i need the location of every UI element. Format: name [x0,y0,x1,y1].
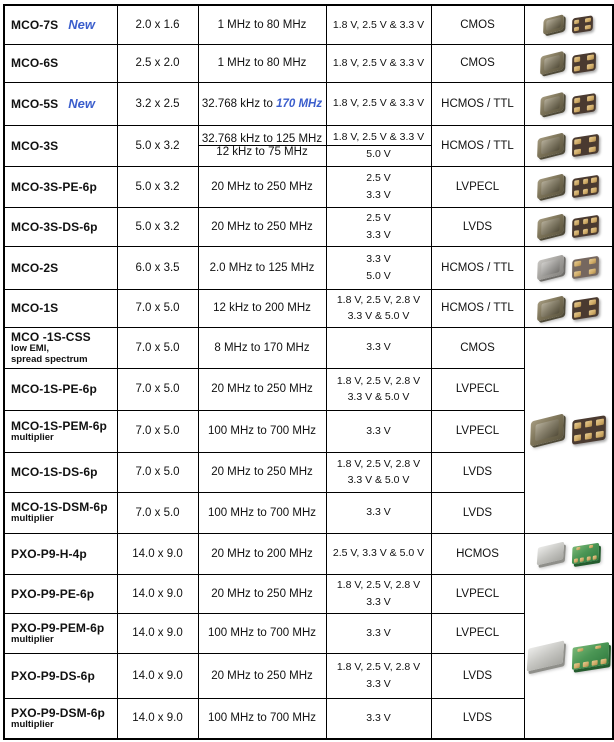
chip-bottom-view-image [572,415,606,445]
model-name: MCO-2S [11,260,59,275]
table-row [4,574,613,613]
voltage-line: 3.3 V [366,712,391,725]
split-sub-rows [199,133,326,158]
frequency-cell: 20 MHz to 250 MHz [198,452,326,492]
gold-pad [586,25,591,30]
gold-pad [575,270,582,276]
size-cell: 14.0 x 9.0 [117,653,198,698]
gold-pad [589,146,596,152]
split-top-value: 32.768 kHz to 125 MHz [199,133,326,146]
chip-top-view-image [530,413,564,446]
model-name: MCO -1S-CSS [11,329,91,344]
voltage-cell [326,698,431,739]
metal-package-image [537,542,565,566]
model-line [11,56,115,70]
package-photo [525,645,613,667]
model-name: PXO-P9-DSM-6p [11,705,105,720]
frequency-highlight: 170 MHz [276,97,323,110]
voltage-cell [326,44,431,82]
model-cell [4,410,117,452]
gold-pad [596,431,603,438]
metal-package-image [527,641,565,672]
model-line [11,547,115,561]
model-line [11,330,115,344]
model-cell [4,125,117,166]
voltage-cell [326,125,431,166]
gold-pad [601,659,607,665]
table-row [4,410,613,452]
gold-pad [575,261,582,267]
model-name: PXO-P9-DS-6p [11,668,95,683]
model-cell [4,82,117,125]
package-photo [525,258,613,277]
frequency-cell: 100 MHz to 700 MHz [198,492,326,533]
voltage-cell [326,533,431,574]
output-type-cell: CMOS [431,327,524,368]
model-name: MCO-6S [11,56,59,70]
model-line [11,139,115,153]
product-selection-table [3,4,614,740]
voltage-line: 3.3 V & 5.0 V [347,391,410,403]
size-cell: 6.0 x 3.5 [117,246,198,289]
model-name: MCO-1S-DS-6p [11,465,98,479]
chip-bottom-view-image [572,92,596,114]
package-image-cell [524,5,613,44]
chip-top-view-image [540,91,564,116]
output-type-cell: LVPECL [431,574,524,613]
model-line [11,500,115,514]
gold-pad [574,27,579,32]
gold-pad [592,660,598,666]
package-photo [525,217,613,236]
frequency-cell: 20 MHz to 200 MHz [198,533,326,574]
model-line [11,669,115,683]
gold-pad [575,301,582,307]
package-photo [525,299,613,318]
voltage-line: 3.3 V [366,228,391,241]
voltage-cell [326,452,431,492]
output-type-cell: CMOS [431,44,524,82]
model-line [11,419,115,433]
table-row [4,698,613,739]
model-cell [4,207,117,246]
model-cell [4,44,117,82]
gold-pad [575,57,581,63]
output-type-cell: LVDS [431,492,524,533]
gold-pad [574,230,580,236]
voltage-cell [326,653,431,698]
voltage-line: 3.3 V & 5.0 V [347,310,410,322]
gold-pad [591,227,597,233]
output-type-cell: HCMOS / TTL [431,82,524,125]
model-name: MCO-1S [11,301,59,315]
size-cell: 14.0 x 9.0 [117,533,198,574]
gold-pad [575,311,582,317]
model-name: MCO-3S-PE-6p [11,179,97,194]
voltage-line: 1.8 V, 2.5 V & 3.3 V [332,56,425,69]
model-line [11,301,115,315]
gold-pad [583,219,589,225]
gold-pad [586,18,591,23]
voltage-cell [326,289,431,327]
voltage-line: 5.0 V [366,269,391,282]
output-type-cell: LVPECL [431,613,524,653]
split-sub-rows [327,129,431,163]
size-cell: 5.0 x 3.2 [117,207,198,246]
gold-pad [574,19,579,24]
output-type-cell: LVDS [431,452,524,492]
voltage-line: 3.3 V [366,188,391,201]
model-name: MCO-3S [11,138,59,153]
split-bottom-value: 5.0 V [366,148,391,160]
frequency-cell: 100 MHz to 700 MHz [198,410,326,452]
gold-pad [589,309,596,315]
gold-pad [588,95,594,101]
model-subline: multiplier [11,633,54,645]
table-row [4,492,613,533]
model-subline: low EMI, [11,342,49,354]
chip-bottom-view-image [572,296,599,320]
model-name: MCO-3S-DS-6p [11,219,98,234]
voltage-line: 1.8 V, 2.5 V, 2.8 V [336,457,421,470]
chip-top-view-image [537,213,564,239]
package-photo [525,177,613,196]
table-row [4,368,613,410]
model-subline: multiplier [11,718,54,730]
model-cell [4,166,117,207]
model-name: MCO-1S-DSM-6p [11,500,108,515]
model-name: PXO-P9-PEM-6p [11,620,105,635]
frequency-cell: 20 MHz to 250 MHz [198,368,326,410]
gold-pad [592,177,598,183]
frequency-cell: 2.0 MHz to 125 MHz [198,246,326,289]
gold-pad [574,106,580,112]
package-photo [525,95,613,113]
voltage-cell [326,613,431,653]
frequency-cell: 1 MHz to 80 MHz [198,44,326,82]
voltage-line: 3.3 V [366,677,391,690]
voltage-line: 3.3 V [366,595,391,608]
gold-pad [590,136,597,142]
size-cell: 7.0 x 5.0 [117,410,198,452]
gold-pad [587,557,591,561]
gold-pad [575,97,581,103]
table-row [4,289,613,327]
frequency-cell [198,82,326,125]
gold-pad [587,104,593,110]
size-cell: 7.0 x 5.0 [117,368,198,410]
frequency-cell [198,125,326,166]
chip-bottom-view-image [572,52,596,74]
model-name: MCO-1S-PE-6p [11,382,97,396]
voltage-line: 1.8 V, 2.5 V, 2.8 V [336,661,421,674]
model-cell [4,246,117,289]
model-cell [4,698,117,739]
voltage-line: 3.3 V [366,341,391,354]
chip-top-view-image [537,173,564,199]
package-image-cell [524,533,613,574]
gold-pad [575,148,582,154]
size-cell: 7.0 x 5.0 [117,492,198,533]
package-image-cell [524,574,613,739]
model-line [11,706,115,720]
voltage-line: 3.3 V [366,424,391,437]
gold-pad [583,228,589,234]
output-type-cell: LVDS [431,653,524,698]
voltage-cell [326,207,431,246]
oscillator-selection-page [3,4,614,740]
frequency-cell: 8 MHz to 170 MHz [198,327,326,368]
size-cell: 5.0 x 3.2 [117,166,198,207]
gold-pad [589,268,596,274]
chip-bottom-view-image [572,215,599,239]
chip-top-view-image [537,295,564,321]
voltage-line: 1.8 V, 2.5 V & 3.3 V [332,97,425,110]
table-row [4,246,613,289]
gold-pad [574,559,578,563]
package-image-cell [524,207,613,246]
model-line [11,587,115,601]
voltage-line: 1.8 V, 2.5 V, 2.8 V [336,579,421,592]
product-table-body [4,5,613,739]
voltage-cell [326,574,431,613]
output-type-cell: LVDS [431,698,524,739]
frequency-cell: 100 MHz to 700 MHz [198,698,326,739]
size-cell: 2.5 x 2.0 [117,44,198,82]
frequency-cell: 100 MHz to 700 MHz [198,613,326,653]
gold-pad [574,180,580,186]
frequency-cell: 20 MHz to 250 MHz [198,574,326,613]
package-photo [525,136,613,155]
gold-pad [583,188,589,194]
frequency-cell: 12 kHz to 200 MHz [198,289,326,327]
model-name: PXO-P9-PE-6p [11,586,95,601]
voltage-line: 3.3 V [366,253,391,266]
gold-pad [583,662,589,668]
chip-top-view-image [537,132,564,158]
chip-top-view-image [537,254,564,280]
table-row [4,653,613,698]
gold-pad [583,179,589,185]
model-line [11,465,115,479]
voltage-cell [326,327,431,368]
gold-pad [575,422,582,429]
voltage-line: 3.3 V [366,506,391,519]
gold-pad [597,418,604,425]
gold-pad [590,299,597,305]
size-cell: 14.0 x 9.0 [117,574,198,613]
size-cell: 2.0 x 1.6 [117,5,198,44]
package-image-cell [524,327,613,533]
voltage-line: 3.3 V [366,626,391,639]
package-photo [525,54,613,72]
table-row [4,207,613,246]
voltage-line: 1.8 V, 2.5 V, 2.8 V [336,374,421,387]
size-cell: 7.0 x 5.0 [117,452,198,492]
model-cell [4,5,117,44]
table-row [4,44,613,82]
gold-pad [591,187,597,193]
output-type-cell: HCMOS [431,533,524,574]
output-type-cell: HCMOS / TTL [431,125,524,166]
chip-bottom-view-image [572,256,599,280]
voltage-cell [326,5,431,44]
frequency-cell: 20 MHz to 250 MHz [198,207,326,246]
model-line [11,261,115,275]
gold-pad [595,645,601,650]
package-image-cell [524,44,613,82]
model-line [11,621,115,635]
package-image-cell [524,125,613,166]
voltage-cell [326,410,431,452]
model-cell [4,533,117,574]
model-cell [4,574,117,613]
package-image-cell [524,166,613,207]
model-subline: multiplier [11,431,54,443]
package-image-cell [524,82,613,125]
model-cell [4,368,117,410]
table-row [4,327,613,368]
voltage-cell [326,82,431,125]
output-type-cell: LVDS [431,207,524,246]
output-type-cell: LVPECL [431,368,524,410]
new-badge: New [68,17,96,33]
size-cell: 7.0 x 5.0 [117,327,198,368]
output-type-cell: HCMOS / TTL [431,246,524,289]
gold-pad [589,545,593,548]
model-line [11,17,115,32]
gold-pad [585,432,592,439]
frequency-cell: 1 MHz to 80 MHz [198,5,326,44]
output-type-cell: CMOS [431,5,524,44]
size-cell: 14.0 x 9.0 [117,613,198,653]
table-row [4,5,613,44]
package-image-cell [524,289,613,327]
gold-pad [592,217,598,223]
pcb-package-image [572,543,599,565]
split-bottom-value: 12 kHz to 75 MHz [216,146,308,158]
gold-pad [574,434,581,441]
model-cell [4,452,117,492]
frequency-cell: 20 MHz to 250 MHz [198,653,326,698]
voltage-line: 3.3 V & 5.0 V [347,474,410,486]
package-photo [525,17,613,32]
voltage-line: 1.8 V, 2.5 V, 2.8 V [336,293,421,306]
model-name: MCO-1S-PEM-6p [11,418,107,433]
model-subline: spread spectrum [11,353,88,365]
model-cell [4,327,117,368]
size-cell: 5.0 x 3.2 [117,125,198,166]
model-cell [4,613,117,653]
model-name: PXO-P9-H-4p [11,546,87,561]
voltage-line: 2.5 V [366,172,391,185]
gold-pad [593,556,597,560]
gold-pad [575,139,582,145]
gold-pad [588,55,594,61]
model-cell [4,289,117,327]
size-cell: 14.0 x 9.0 [117,698,198,739]
gold-pad [586,420,593,427]
package-photo [525,418,613,442]
split-top-value: 1.8 V, 2.5 V & 3.3 V [327,129,431,146]
voltage-cell [326,492,431,533]
model-cell [4,492,117,533]
table-row [4,125,613,166]
pcb-package-image [572,642,609,670]
model-line [11,220,115,234]
size-cell: 7.0 x 5.0 [117,289,198,327]
voltage-line: 2.5 V [366,212,391,225]
output-type-cell: LVPECL [431,410,524,452]
voltage-line: 2.5 V, 3.3 V & 5.0 V [332,547,425,560]
chip-top-view-image [540,51,564,76]
model-name: MCO-5S [11,97,59,111]
gold-pad [587,64,593,70]
frequency-prefix: 32.768 kHz to [201,97,277,110]
voltage-cell [326,166,431,207]
model-line [11,96,115,111]
model-line [11,382,115,396]
chip-bottom-view-image [572,134,599,158]
package-image-cell [524,246,613,289]
voltage-cell [326,368,431,410]
voltage-line: 1.8 V, 2.5 V & 3.3 V [332,18,425,31]
model-line [11,180,115,194]
model-subline: multiplier [11,513,54,525]
table-row [4,452,613,492]
table-row [4,613,613,653]
voltage-cell [326,246,431,289]
chip-top-view-image [543,14,564,35]
gold-pad [580,558,584,562]
output-type-cell: LVPECL [431,166,524,207]
new-badge: New [68,96,96,111]
gold-pad [574,66,580,72]
table-row [4,82,613,125]
gold-pad [574,663,580,669]
output-type-cell: HCMOS / TTL [431,289,524,327]
gold-pad [576,547,580,550]
package-photo [525,545,613,562]
gold-pad [574,220,580,226]
model-cell [4,653,117,698]
chip-bottom-view-image [572,15,593,34]
gold-pad [578,648,584,653]
size-cell: 3.2 x 2.5 [117,82,198,125]
chip-bottom-view-image [572,175,599,199]
table-row [4,166,613,207]
model-name: MCO-7S [11,18,59,33]
frequency-cell: 20 MHz to 250 MHz [198,166,326,207]
table-row [4,533,613,574]
gold-pad [590,258,597,264]
gold-pad [574,190,580,196]
